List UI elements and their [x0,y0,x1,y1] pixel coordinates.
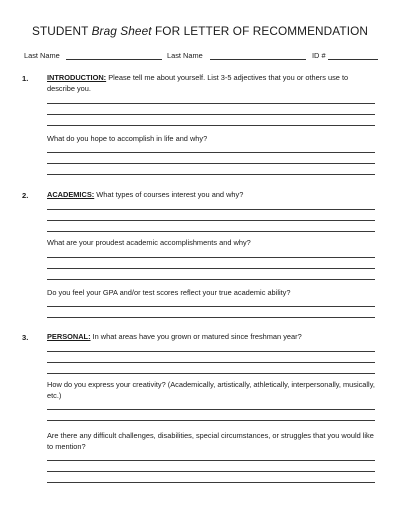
answer-line[interactable] [47,373,375,374]
followup-question: Do you feel your GPA and/or test scores reflect your true academic ability? [47,288,291,297]
section-number: 3. [22,333,29,342]
answer-line[interactable] [47,152,375,153]
section-heading: PERSONAL: [47,332,91,341]
id-label: ID # [312,51,326,60]
answer-line[interactable] [47,362,375,363]
id-field[interactable] [328,59,378,60]
section-prompt [47,332,377,343]
answer-line[interactable] [47,174,375,175]
section-prompt [47,73,377,94]
answer-line[interactable] [47,317,375,318]
last-name-label-2: Last Name [167,51,203,60]
answer-line[interactable] [47,420,375,421]
last-name-label: Last Name [24,51,60,60]
answer-line[interactable] [47,114,375,115]
followup-question: Are there any difficult challenges, disabilities, special circumstances, or struggles that you would like to mention? [47,431,374,451]
answer-line[interactable] [47,231,375,232]
section-number: 1. [22,74,29,83]
answer-line[interactable] [47,460,375,461]
answer-line[interactable] [47,220,375,221]
name-row [24,51,380,63]
answer-line[interactable] [47,103,375,104]
section-heading: ACADEMICS: [47,190,95,199]
answer-line[interactable] [47,306,375,307]
section-question: Please tell me about yourself. List 3-5 adjectives that you or others use to describe you. [47,73,349,93]
answer-line[interactable] [47,163,375,164]
answer-line[interactable] [47,471,375,472]
answer-line[interactable] [47,268,375,269]
section-heading: INTRODUCTION: [47,73,107,82]
last-name-field-2[interactable] [210,59,306,60]
section-prompt [47,190,377,201]
title-brag-sheet: Brag Sheet [91,24,152,38]
answer-line[interactable] [47,257,375,258]
followup-question: What are your proudest academic accomplishments and why? [47,238,251,247]
title-text-suffix: FOR LETTER OF RECOMMENDATION [151,24,368,38]
section-question: What types of courses interest you and why? [96,190,244,199]
last-name-field[interactable] [66,59,162,60]
answer-line[interactable] [47,125,375,126]
followup-question: How do you express your creativity? (Academically, artistically, athletically, interpersonally, musically, etc.) [47,380,375,400]
answer-line[interactable] [47,482,375,483]
answer-line[interactable] [47,279,375,280]
title-text: STUDENT [32,24,92,38]
section-number: 2. [22,191,29,200]
section-question: In what areas have you grown or matured since freshman year? [92,332,302,341]
page-title [0,24,400,38]
followup-question: What do you hope to accomplish in life and why? [47,134,208,143]
answer-line[interactable] [47,409,375,410]
answer-line[interactable] [47,209,375,210]
answer-line[interactable] [47,351,375,352]
